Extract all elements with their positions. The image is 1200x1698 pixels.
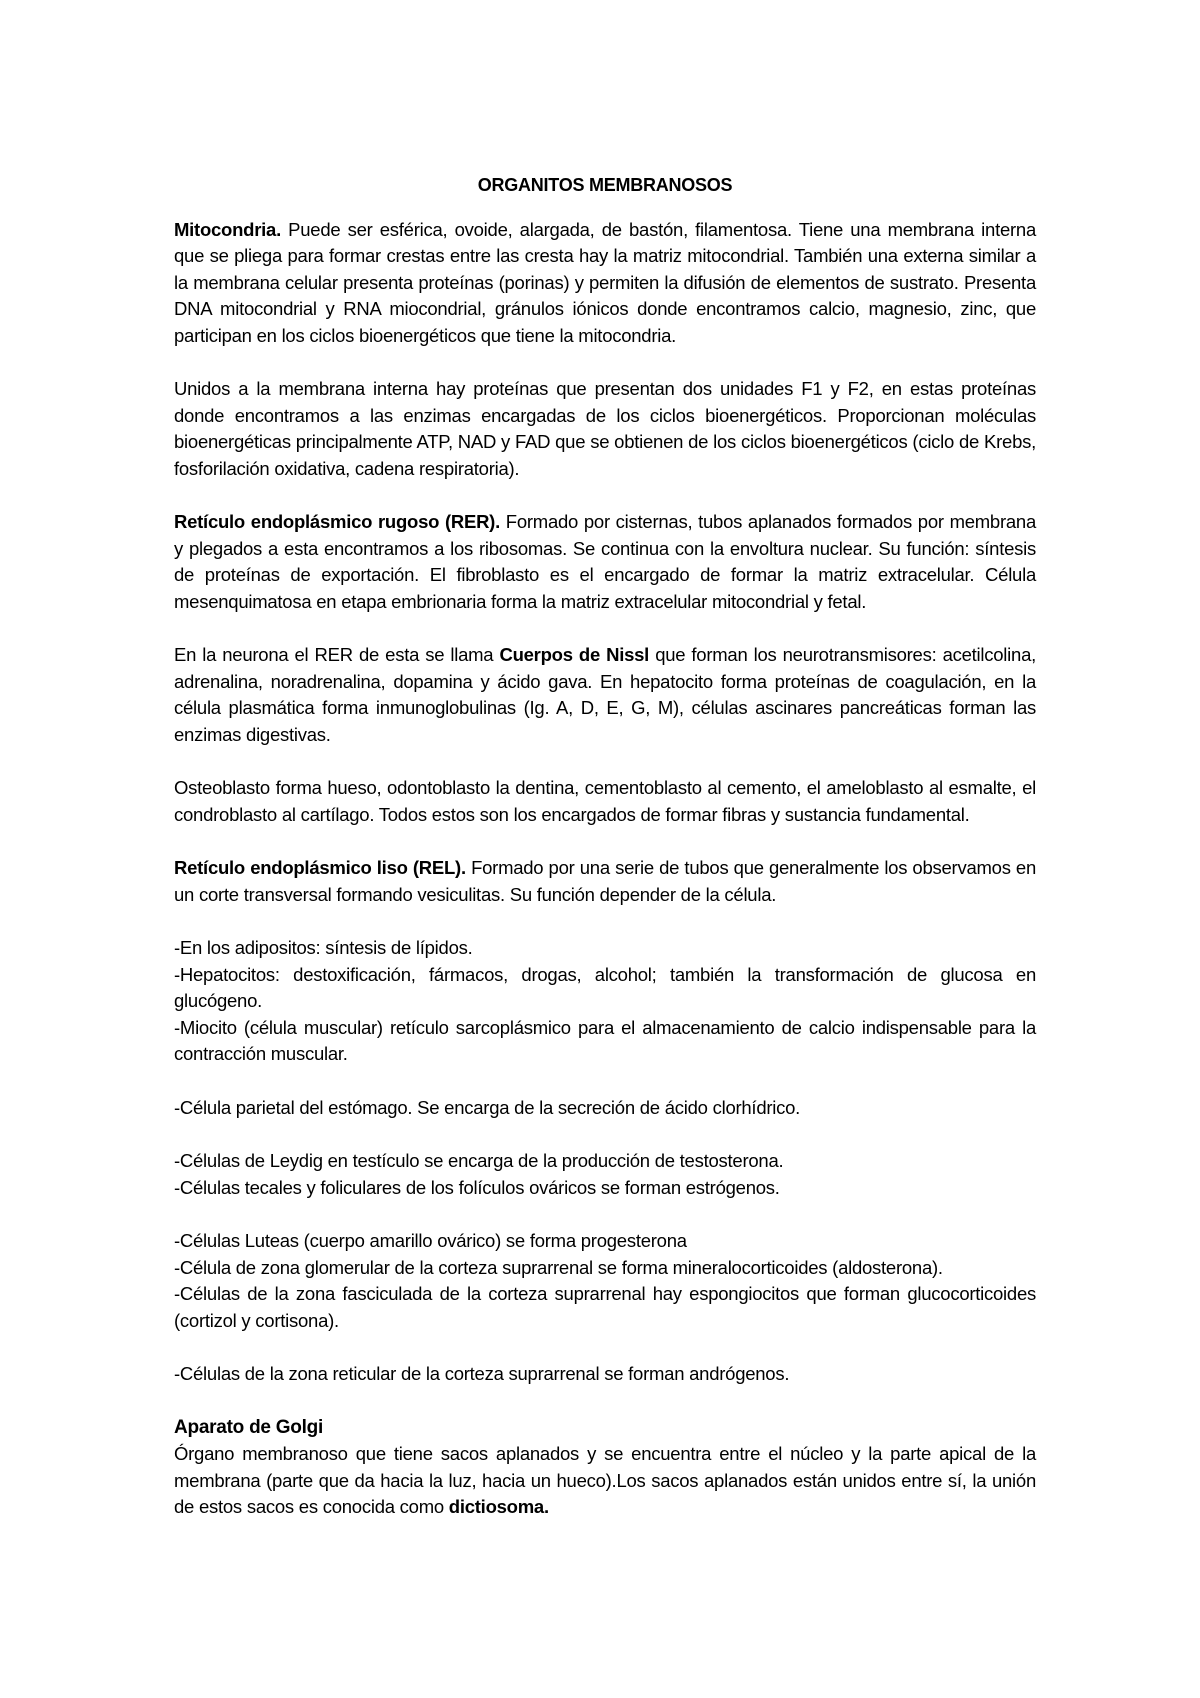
rel-term: Retículo endoplásmico liso (REL). — [174, 857, 466, 878]
rel-list-item: -Células de la zona reticular de la corteza suprarrenal se forman andrógenos. — [174, 1363, 790, 1384]
mitocondria-term: Mitocondria. — [174, 218, 281, 240]
rer-text-2-after: que forman los neurotransmisores: acetilcolina, adrenalina, noradrenalina, dopamina y ácido gava. En hepatocito forma proteínas de coagulación, en la célula plasmática forma inmunoglobulinas (Ig. A, D, E, G, M), células ascinares pancreáticas forman las enzimas digestivas. — [174, 644, 1036, 745]
mitocondria-paragraph-2: Unidos a la membrana interna hay proteínas que presentan dos unidades F1 y F2, en estas proteínas donde encontramos a las enzimas encargadas de los ciclos bioenergéticos. Proporcionan moléculas bioenergéticas principalmente ATP, NAD y FAD que se obtienen de los ciclos bioenergéticos (ciclo de Krebs, fosforilación oxidativa, cadena respiratoria). — [174, 378, 1036, 479]
rel-list-item: -Célula de zona glomerular de la corteza suprarrenal se forma mineralocorticoides (aldosterona). — [174, 1256, 943, 1278]
rel-list-item: -Miocito (célula muscular) retículo sarcoplásmico para el almacenamiento de calcio indispensable para la contracción muscular. — [174, 1016, 1036, 1064]
rel-list-item: -Células de Leydig en testículo se encarga de la producción de testosterona. — [174, 1150, 784, 1171]
rer-paragraph-3: Osteoblasto forma hueso, odontoblasto la dentina, cementoblasto al cemento, el ameloblasto al esmalte, el condroblasto al cartílago. Todos estos son los encargados de formar fibras y sustancia fundamental. — [174, 777, 1036, 825]
mitocondria-paragraph-1 — [174, 217, 1036, 350]
document-title: ORGANITOS MEMBRANOSOS — [477, 175, 733, 195]
rer-paragraph-1 — [174, 509, 1036, 615]
rer-text-2-before: En la neurona el RER de esta se llama — [174, 644, 494, 665]
rer-paragraph-2 — [174, 642, 1036, 748]
rel-list-item: -Hepatocitos: destoxificación, fármacos, drogas, alcohol; también la transformación de glucosa en glucógeno. — [174, 963, 1036, 1011]
nissl-term: Cuerpos de Nissl — [499, 644, 650, 665]
dictiosoma-term: dictiosoma. — [448, 1496, 549, 1517]
golgi-text: Órgano membranoso que tiene sacos aplanados y se encuentra entre el núcleo y la parte apical de la membrana (parte que da hacia la luz, hacia un hueco).Los sacos aplanados están unidos entre sí, la unión de estos sacos es conocida como — [174, 1443, 1036, 1517]
golgi-paragraph — [174, 1441, 1036, 1521]
rer-term: Retículo endoplásmico rugoso (RER). — [174, 511, 500, 532]
rel-paragraph-1 — [174, 855, 1036, 908]
rel-list-item: -Células tecales y foliculares de los folículos ováricos se forman estrógenos. — [174, 1176, 780, 1198]
mitocondria-text-1: Puede ser esférica, ovoide, alargada, de bastón, filamentosa. Tiene una membrana interna que se pliega para formar crestas entre las cresta hay la matriz mitocondrial. También una externa similar a la membrana celular presenta proteínas (porinas) y permiten la difusión de elementos de sustrato. Presenta DNA mitocondrial y RNA miocondrial, gránulos iónicos donde encontramos calcio, magnesio, zinc, que participan en los ciclos bioenergéticos que tiene la mitocondria. — [174, 218, 1036, 346]
rer-text-1: Formado por cisternas, tubos aplanados formados por membrana y plegados a esta encontramos a los ribosomas. Se continua con la envoltura nuclear. Su función: síntesis de proteínas de exportación. El fibroblasto es el encargado de formar la matriz extracelular. Célula mesenquimatosa en etapa embrionaria forma la matriz extracelular mitocondrial y fetal. — [174, 511, 1037, 612]
rel-list-item: -Células de la zona fasciculada de la corteza suprarrenal hay espongiocitos que forman glucocorticoides (cortizol y cortisona). — [174, 1283, 1036, 1331]
golgi-heading: Aparato de Golgi — [174, 1416, 324, 1438]
rel-list-item: -En los adipositos: síntesis de lípidos. — [174, 937, 473, 958]
rel-list-item: -Células Luteas (cuerpo amarillo ovárico) se forma progesterona — [174, 1230, 687, 1251]
rel-text-1: Formado por una serie de tubos que generalmente los observamos en un corte transversal formando vesiculitas. Su función depender de la célula. — [174, 857, 1036, 905]
rel-list-item: -Célula parietal del estómago. Se encarga de la secreción de ácido clorhídrico. — [174, 1096, 801, 1118]
document-page — [174, 172, 1036, 1521]
